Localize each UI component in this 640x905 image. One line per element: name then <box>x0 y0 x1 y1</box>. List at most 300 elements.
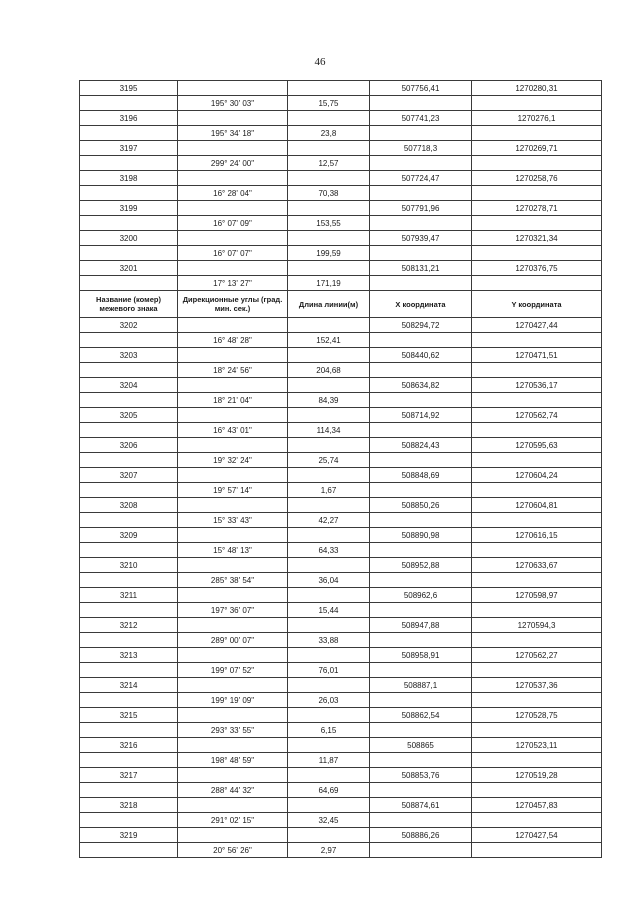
empty-cell <box>178 438 288 453</box>
empty-cell <box>288 111 370 126</box>
x-coordinate: 508962,6 <box>370 588 472 603</box>
marker-row <box>80 201 602 216</box>
direction-angle: 293° 33' 55" <box>178 723 288 738</box>
empty-cell <box>80 693 178 708</box>
segment-row <box>80 543 602 558</box>
x-coordinate: 507756,41 <box>370 81 472 96</box>
x-coordinate: 507718,3 <box>370 141 472 156</box>
empty-cell <box>288 648 370 663</box>
marker-name: 3215 <box>80 708 178 723</box>
empty-cell <box>288 528 370 543</box>
x-coordinate: 508848,69 <box>370 468 472 483</box>
empty-cell <box>178 81 288 96</box>
empty-cell <box>288 231 370 246</box>
empty-cell <box>370 693 472 708</box>
empty-cell <box>288 618 370 633</box>
line-length: 33,88 <box>288 633 370 648</box>
line-length: 15,44 <box>288 603 370 618</box>
marker-row <box>80 408 602 423</box>
x-coordinate: 508824,43 <box>370 438 472 453</box>
line-length: 64,69 <box>288 783 370 798</box>
empty-cell <box>80 483 178 498</box>
empty-cell <box>80 603 178 618</box>
x-coordinate: 508947,88 <box>370 618 472 633</box>
marker-name: 3204 <box>80 378 178 393</box>
empty-cell <box>472 543 602 558</box>
empty-cell <box>472 363 602 378</box>
empty-cell <box>288 141 370 156</box>
direction-angle: 16° 43' 01" <box>178 423 288 438</box>
marker-name: 3199 <box>80 201 178 216</box>
empty-cell <box>370 603 472 618</box>
segment-row <box>80 246 602 261</box>
line-length: 171,19 <box>288 276 370 291</box>
marker-row <box>80 81 602 96</box>
segment-row <box>80 663 602 678</box>
empty-cell <box>472 693 602 708</box>
marker-name: 3197 <box>80 141 178 156</box>
empty-cell <box>288 261 370 276</box>
line-length: 36,04 <box>288 573 370 588</box>
segment-row <box>80 126 602 141</box>
y-coordinate: 1270321,34 <box>472 231 602 246</box>
marker-row <box>80 231 602 246</box>
direction-angle: 195° 30' 03" <box>178 96 288 111</box>
page-number: 46 <box>314 56 326 68</box>
direction-angle: 15° 33' 43" <box>178 513 288 528</box>
line-length: 204,68 <box>288 363 370 378</box>
empty-cell <box>178 828 288 843</box>
line-length: 23,8 <box>288 126 370 141</box>
y-coordinate: 1270376,75 <box>472 261 602 276</box>
empty-cell <box>472 663 602 678</box>
empty-cell <box>472 393 602 408</box>
empty-cell <box>288 318 370 333</box>
empty-cell <box>178 768 288 783</box>
empty-cell <box>472 96 602 111</box>
empty-cell <box>178 348 288 363</box>
line-length: 1,67 <box>288 483 370 498</box>
line-length: 32,45 <box>288 813 370 828</box>
empty-cell <box>288 378 370 393</box>
empty-cell <box>472 483 602 498</box>
segment-row <box>80 573 602 588</box>
y-coordinate: 1270258,76 <box>472 171 602 186</box>
empty-cell <box>288 348 370 363</box>
empty-cell <box>80 813 178 828</box>
table-body-before-header <box>80 81 602 291</box>
marker-name: 3208 <box>80 498 178 513</box>
marker-row <box>80 261 602 276</box>
segment-row <box>80 513 602 528</box>
empty-cell <box>370 843 472 858</box>
header-name: Название (комер) межевого знака <box>80 291 178 318</box>
direction-angle: 16° 48' 28" <box>178 333 288 348</box>
y-coordinate: 1270280,31 <box>472 81 602 96</box>
direction-angle: 18° 24' 56" <box>178 363 288 378</box>
segment-row <box>80 393 602 408</box>
marker-name: 3210 <box>80 558 178 573</box>
y-coordinate: 1270604,24 <box>472 468 602 483</box>
direction-angle: 198° 48' 59" <box>178 753 288 768</box>
empty-cell <box>288 498 370 513</box>
segment-row <box>80 693 602 708</box>
direction-angle: 19° 57' 14" <box>178 483 288 498</box>
empty-cell <box>370 126 472 141</box>
line-length: 6,15 <box>288 723 370 738</box>
segment-row <box>80 186 602 201</box>
x-coordinate: 508886,26 <box>370 828 472 843</box>
empty-cell <box>370 393 472 408</box>
empty-cell <box>472 216 602 231</box>
empty-cell <box>80 96 178 111</box>
empty-cell <box>80 363 178 378</box>
marker-row <box>80 171 602 186</box>
empty-cell <box>370 783 472 798</box>
x-coordinate: 508874,61 <box>370 798 472 813</box>
marker-name: 3219 <box>80 828 178 843</box>
empty-cell <box>472 783 602 798</box>
empty-cell <box>370 663 472 678</box>
segment-row <box>80 843 602 858</box>
marker-name: 3214 <box>80 678 178 693</box>
empty-cell <box>472 246 602 261</box>
empty-cell <box>178 588 288 603</box>
segment-row <box>80 723 602 738</box>
marker-name: 3217 <box>80 768 178 783</box>
x-coordinate: 508958,91 <box>370 648 472 663</box>
marker-row <box>80 768 602 783</box>
empty-cell <box>80 216 178 231</box>
empty-cell <box>370 276 472 291</box>
segment-row <box>80 156 602 171</box>
x-coordinate: 507939,47 <box>370 231 472 246</box>
empty-cell <box>80 663 178 678</box>
segment-row <box>80 96 602 111</box>
header-angle: Дирекционные углы (град. мин. сек.) <box>178 291 288 318</box>
empty-cell <box>288 708 370 723</box>
empty-cell <box>370 483 472 498</box>
x-coordinate: 508634,82 <box>370 378 472 393</box>
segment-row <box>80 783 602 798</box>
y-coordinate: 1270471,51 <box>472 348 602 363</box>
empty-cell <box>80 276 178 291</box>
line-length: 42,27 <box>288 513 370 528</box>
marker-row <box>80 378 602 393</box>
y-coordinate: 1270278,71 <box>472 201 602 216</box>
direction-angle: 16° 28' 04" <box>178 186 288 201</box>
empty-cell <box>288 768 370 783</box>
empty-cell <box>178 468 288 483</box>
y-coordinate: 1270562,27 <box>472 648 602 663</box>
empty-cell <box>80 633 178 648</box>
table-header <box>80 291 602 318</box>
line-length: 25,74 <box>288 453 370 468</box>
empty-cell <box>80 156 178 171</box>
empty-cell <box>178 111 288 126</box>
empty-cell <box>288 81 370 96</box>
x-coordinate: 507791,96 <box>370 201 472 216</box>
marker-name: 3216 <box>80 738 178 753</box>
y-coordinate: 1270633,67 <box>472 558 602 573</box>
marker-name: 3195 <box>80 81 178 96</box>
marker-row <box>80 318 602 333</box>
marker-row <box>80 468 602 483</box>
marker-row <box>80 558 602 573</box>
empty-cell <box>178 378 288 393</box>
empty-cell <box>472 513 602 528</box>
y-coordinate: 1270523,11 <box>472 738 602 753</box>
y-coordinate: 1270594,3 <box>472 618 602 633</box>
marker-name: 3218 <box>80 798 178 813</box>
y-coordinate: 1270269,71 <box>472 141 602 156</box>
empty-cell <box>288 588 370 603</box>
empty-cell <box>370 723 472 738</box>
empty-cell <box>80 843 178 858</box>
empty-cell <box>472 753 602 768</box>
marker-row <box>80 678 602 693</box>
empty-cell <box>370 186 472 201</box>
line-length: 152,41 <box>288 333 370 348</box>
empty-cell <box>80 573 178 588</box>
marker-name: 3205 <box>80 408 178 423</box>
empty-cell <box>178 201 288 216</box>
line-length: 153,55 <box>288 216 370 231</box>
marker-row <box>80 588 602 603</box>
empty-cell <box>178 678 288 693</box>
marker-name: 3202 <box>80 318 178 333</box>
line-length: 199,59 <box>288 246 370 261</box>
y-coordinate: 1270427,54 <box>472 828 602 843</box>
line-length: 12,57 <box>288 156 370 171</box>
y-coordinate: 1270604,81 <box>472 498 602 513</box>
direction-angle: 285° 38' 54" <box>178 573 288 588</box>
empty-cell <box>370 813 472 828</box>
x-coordinate: 508440,62 <box>370 348 472 363</box>
y-coordinate: 1270519,28 <box>472 768 602 783</box>
x-coordinate: 508714,92 <box>370 408 472 423</box>
marker-name: 3200 <box>80 231 178 246</box>
empty-cell <box>370 753 472 768</box>
line-length: 114,34 <box>288 423 370 438</box>
empty-cell <box>370 573 472 588</box>
line-length: 11,87 <box>288 753 370 768</box>
empty-cell <box>178 738 288 753</box>
direction-angle: 15° 48' 13" <box>178 543 288 558</box>
empty-cell <box>80 423 178 438</box>
empty-cell <box>288 408 370 423</box>
empty-cell <box>178 708 288 723</box>
marker-row <box>80 438 602 453</box>
marker-row <box>80 648 602 663</box>
empty-cell <box>178 171 288 186</box>
empty-cell <box>288 558 370 573</box>
marker-name: 3196 <box>80 111 178 126</box>
y-coordinate: 1270276,1 <box>472 111 602 126</box>
empty-cell <box>472 633 602 648</box>
marker-name: 3198 <box>80 171 178 186</box>
y-coordinate: 1270457,83 <box>472 798 602 813</box>
empty-cell <box>472 423 602 438</box>
empty-cell <box>472 573 602 588</box>
empty-cell <box>472 126 602 141</box>
empty-cell <box>178 498 288 513</box>
marker-name: 3212 <box>80 618 178 633</box>
marker-row <box>80 141 602 156</box>
y-coordinate: 1270537,36 <box>472 678 602 693</box>
empty-cell <box>370 363 472 378</box>
empty-cell <box>370 453 472 468</box>
direction-angle: 199° 07' 52" <box>178 663 288 678</box>
empty-cell <box>288 468 370 483</box>
empty-cell <box>178 408 288 423</box>
direction-angle: 291° 02' 15" <box>178 813 288 828</box>
marker-row <box>80 498 602 513</box>
x-coordinate: 508865 <box>370 738 472 753</box>
marker-name: 3206 <box>80 438 178 453</box>
empty-cell <box>178 318 288 333</box>
marker-name: 3201 <box>80 261 178 276</box>
empty-cell <box>80 186 178 201</box>
x-coordinate: 507724,47 <box>370 171 472 186</box>
empty-cell <box>80 453 178 468</box>
marker-row <box>80 798 602 813</box>
survey-table <box>79 80 602 858</box>
y-coordinate: 1270598,97 <box>472 588 602 603</box>
empty-cell <box>370 246 472 261</box>
marker-row <box>80 708 602 723</box>
line-length: 64,33 <box>288 543 370 558</box>
empty-cell <box>472 186 602 201</box>
marker-row <box>80 111 602 126</box>
empty-cell <box>80 543 178 558</box>
empty-cell <box>370 156 472 171</box>
empty-cell <box>80 126 178 141</box>
y-coordinate: 1270536,17 <box>472 378 602 393</box>
line-length: 70,38 <box>288 186 370 201</box>
direction-angle: 16° 07' 09" <box>178 216 288 231</box>
y-coordinate: 1270427,44 <box>472 318 602 333</box>
table-body-after-header <box>80 318 602 858</box>
marker-name: 3213 <box>80 648 178 663</box>
line-length: 26,03 <box>288 693 370 708</box>
empty-cell <box>288 438 370 453</box>
marker-row <box>80 348 602 363</box>
segment-row <box>80 633 602 648</box>
empty-cell <box>80 246 178 261</box>
marker-row <box>80 618 602 633</box>
empty-cell <box>472 813 602 828</box>
segment-row <box>80 753 602 768</box>
empty-cell <box>80 783 178 798</box>
empty-cell <box>178 798 288 813</box>
direction-angle: 199° 19' 09" <box>178 693 288 708</box>
line-length: 76,01 <box>288 663 370 678</box>
segment-row <box>80 483 602 498</box>
direction-angle: 18° 21' 04" <box>178 393 288 408</box>
empty-cell <box>80 723 178 738</box>
empty-cell <box>80 333 178 348</box>
y-coordinate: 1270595,63 <box>472 438 602 453</box>
marker-row <box>80 528 602 543</box>
empty-cell <box>472 276 602 291</box>
empty-cell <box>288 738 370 753</box>
empty-cell <box>472 603 602 618</box>
empty-cell <box>288 678 370 693</box>
direction-angle: 20° 56' 26" <box>178 843 288 858</box>
direction-angle: 299° 24' 00" <box>178 156 288 171</box>
y-coordinate: 1270528,75 <box>472 708 602 723</box>
header-x: X координата <box>370 291 472 318</box>
x-coordinate: 508862,54 <box>370 708 472 723</box>
segment-row <box>80 423 602 438</box>
empty-cell <box>472 453 602 468</box>
line-length: 15,75 <box>288 96 370 111</box>
marker-row <box>80 738 602 753</box>
empty-cell <box>472 156 602 171</box>
segment-row <box>80 813 602 828</box>
empty-cell <box>288 201 370 216</box>
empty-cell <box>370 513 472 528</box>
line-length: 84,39 <box>288 393 370 408</box>
segment-row <box>80 216 602 231</box>
empty-cell <box>178 528 288 543</box>
segment-row <box>80 603 602 618</box>
empty-cell <box>178 141 288 156</box>
y-coordinate: 1270616,15 <box>472 528 602 543</box>
header-y: Y координата <box>472 291 602 318</box>
empty-cell <box>370 216 472 231</box>
marker-row <box>80 828 602 843</box>
direction-angle: 289° 00' 07" <box>178 633 288 648</box>
empty-cell <box>178 648 288 663</box>
empty-cell <box>472 723 602 738</box>
direction-angle: 17° 13' 27" <box>178 276 288 291</box>
segment-row <box>80 276 602 291</box>
direction-angle: 195° 34' 18" <box>178 126 288 141</box>
direction-angle: 197° 36' 07" <box>178 603 288 618</box>
empty-cell <box>370 543 472 558</box>
x-coordinate: 508952,88 <box>370 558 472 573</box>
empty-cell <box>472 333 602 348</box>
marker-name: 3209 <box>80 528 178 543</box>
x-coordinate: 507741,23 <box>370 111 472 126</box>
empty-cell <box>370 333 472 348</box>
marker-name: 3207 <box>80 468 178 483</box>
x-coordinate: 508890,98 <box>370 528 472 543</box>
direction-angle: 288° 44' 32" <box>178 783 288 798</box>
empty-cell <box>80 753 178 768</box>
header-length: Длина линии(м) <box>288 291 370 318</box>
empty-cell <box>288 798 370 813</box>
x-coordinate: 508131,21 <box>370 261 472 276</box>
empty-cell <box>288 828 370 843</box>
segment-row <box>80 363 602 378</box>
empty-cell <box>288 171 370 186</box>
empty-cell <box>370 633 472 648</box>
segment-row <box>80 333 602 348</box>
x-coordinate: 508887,1 <box>370 678 472 693</box>
empty-cell <box>80 393 178 408</box>
empty-cell <box>178 618 288 633</box>
segment-row <box>80 453 602 468</box>
marker-name: 3211 <box>80 588 178 603</box>
empty-cell <box>178 261 288 276</box>
marker-name: 3203 <box>80 348 178 363</box>
empty-cell <box>472 843 602 858</box>
empty-cell <box>178 558 288 573</box>
x-coordinate: 508850,26 <box>370 498 472 513</box>
